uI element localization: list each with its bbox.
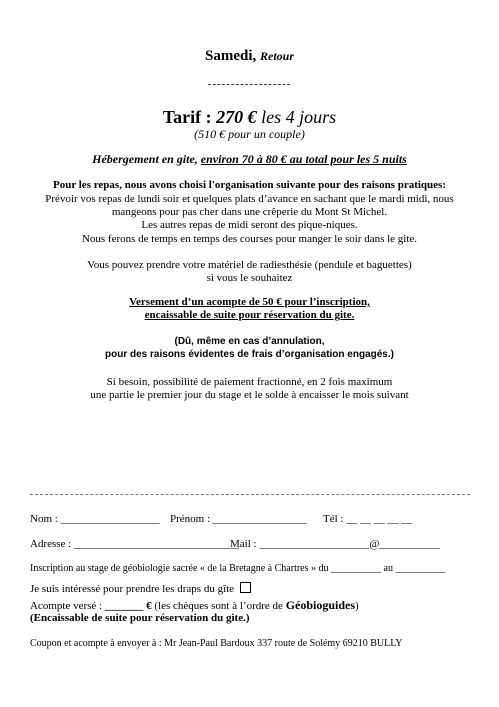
repas-line: mangeons pour pas cher dans une crêperie du Mont St Michel. — [111, 206, 388, 218]
prenom-field[interactable]: Prénom : _________________ — [170, 513, 307, 525]
paiement-line2: une partie le premier jour du stage et le solde à encaisser le mois suivant — [90, 389, 409, 401]
materiel-line2: si vous le souhaitez — [206, 272, 293, 284]
day-heading — [0, 48, 499, 65]
tarif-couple: (510 € pour un couple) — [194, 127, 305, 141]
tarif-label: Tarif : — [162, 107, 212, 127]
day-label: Samedi, — [204, 48, 257, 64]
draps-line[interactable] — [30, 582, 251, 595]
repas-line: Nous ferons de temps en temps des courses pour manger le soir dans le gite. — [81, 233, 418, 245]
versement-line2: encaissable de suite pour réservation du gite. — [144, 309, 355, 321]
coupon-cut-line — [30, 494, 470, 495]
hebergement-prefix: Hébergement en gite, — [92, 152, 198, 166]
cheques-note: (les chèques sont à l’ordre de — [154, 600, 283, 612]
nom-field[interactable]: Nom : __________________ — [30, 513, 160, 525]
adresse-field[interactable]: Adresse : ______________________________ — [30, 538, 239, 550]
annulation-line2: pour des raisons évidentes de frais d’organisation engagés.) — [105, 349, 394, 360]
draps-label: Je suis intéressé pour prendre les draps du gîte — [30, 583, 235, 595]
paiement-line1: Si besoin, possibilité de paiement fractionné, en 2 fois maximum — [106, 376, 393, 388]
draps-checkbox[interactable] — [240, 582, 251, 593]
hebergement-line — [0, 152, 499, 167]
separator: ------------------ — [207, 78, 292, 90]
inscription-line[interactable]: Inscription au stage de géobiologie sacrée « de la Bretagne à Chartres » du __________ au __________ — [30, 563, 446, 574]
cheques-payee: Géobioguides — [285, 598, 356, 612]
versement-line1: Versement d’un acompte de 50 € pour l’inscription, — [129, 296, 370, 308]
mail-field[interactable]: Mail : ____________________@___________ — [230, 538, 440, 550]
tarif-price: 270 € — [216, 107, 257, 127]
hebergement-detail: environ 70 à 80 € au total pour les 5 nuits — [200, 152, 407, 166]
repas-line: Les autres repas de midi seront des pique-niques. — [141, 219, 358, 231]
coupon-address: Coupon et acompte à envoyer à : Mr Jean-Paul Bardoux 337 route de Solémy 69210 BULLY — [30, 638, 403, 649]
repas-line: Prévoir vos repas de lundi soir et quelques plats d’avance en sachant que le mardi midi, nous — [45, 193, 454, 205]
encaissable-note: (Encaissable de suite pour réservation du gite.) — [30, 612, 250, 624]
tel-field[interactable]: Tél : __ __ __ __ __ — [323, 513, 413, 525]
repas-heading: Pour les repas, nous avons choisi l'organisation suivante pour des raisons pratiques: — [52, 179, 446, 191]
acompte-line — [30, 598, 359, 613]
day-suffix: Retour — [260, 49, 295, 63]
tarif-duration: les 4 jours — [261, 107, 337, 127]
annulation-line1: (Dû, même en cas d’annulation, — [174, 336, 325, 347]
materiel-line1: Vous pouvez prendre votre matériel de radiesthésie (pendule et baguettes) — [87, 259, 412, 271]
tarif-line — [0, 107, 499, 128]
cheques-note-end: ) — [355, 600, 359, 612]
acompte-label: Acompte versé : — [30, 600, 103, 612]
acompte-amount-field[interactable]: _______ € — [104, 600, 152, 612]
